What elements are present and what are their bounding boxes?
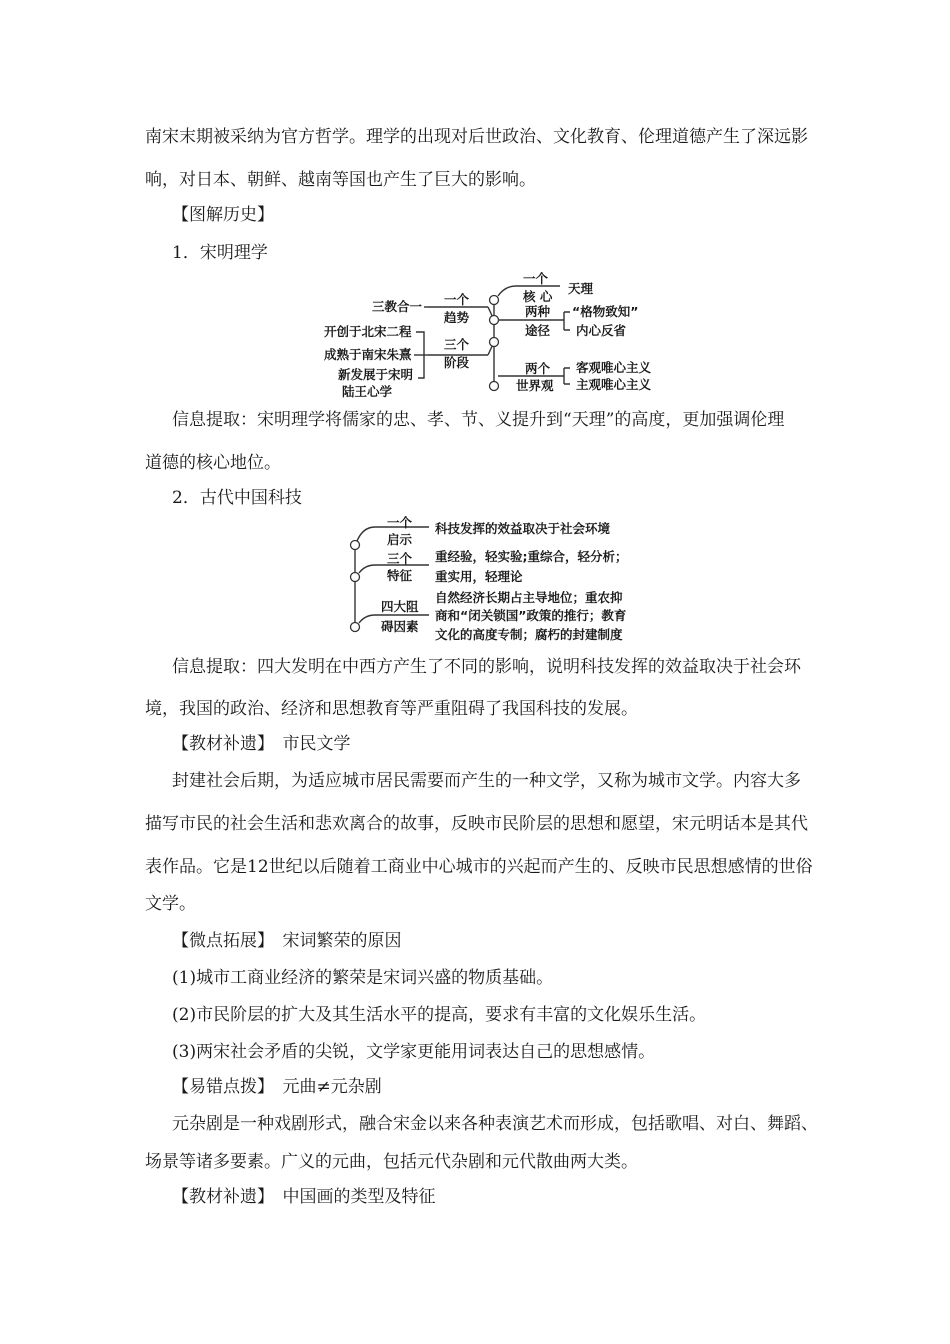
micro-heading: 【微点拓展】 宋词繁荣的原因 xyxy=(172,931,402,951)
d1-r2-leaf1: “格物致知” xyxy=(572,304,639,319)
d1-left-bot1: 新发展于宋明 xyxy=(338,367,414,382)
d1-r1-leaf: 天理 xyxy=(568,281,594,296)
supplement-1-line-1: 封建社会后期，为适应城市居民需要而产生的一种文学，又称为城市文学。内容大多 xyxy=(172,771,801,791)
d1-r1-top: 一个 xyxy=(523,271,549,286)
d2-b1-leaf: 科技发挥的效益取决于社会环境 xyxy=(435,521,611,536)
d2-b1-top: 一个 xyxy=(387,515,413,530)
supplement-2-heading: 【教材补遗】 中国画的类型及特征 xyxy=(172,1187,436,1207)
supplement-1-line-2: 描写市民的社会生活和悲欢离合的故事，反映市民阶层的思想和愿望，宋元明话本是其代 xyxy=(145,814,808,834)
d2-b2-leaf2: 重实用，轻理论 xyxy=(435,569,523,584)
d1-r2-top: 两种 xyxy=(525,304,551,319)
d1-center-top1: 一个 xyxy=(444,292,470,307)
error-line-1: 元杂剧是一种戏剧形式，融合宋金以来各种表演艺术而形成，包括歌唱、对白、舞蹈、 xyxy=(172,1114,818,1134)
d1-r2-bot: 途径 xyxy=(525,323,551,338)
d2-b3-top: 四大阻 xyxy=(381,599,419,614)
song-ming-lixue-diagram xyxy=(320,270,665,400)
micro-point-3: (3)两宋社会矛盾的尖锐，文学家更能用词表达自己的思想感情。 xyxy=(172,1042,656,1062)
intro-line-2: 响，对日本、朝鲜、越南等国也产生了巨大的影响。 xyxy=(145,170,536,190)
item-1-title: 1．宋明理学 xyxy=(172,243,268,263)
d2-b2-leaf1: 重经验，轻实验;重综合，轻分析； xyxy=(435,549,628,564)
d2-b2-top: 三个 xyxy=(387,551,413,566)
d2-b3-leaf3: 文化的高度专制；腐朽的封建制度 xyxy=(435,627,623,642)
d2-b2-bot: 特征 xyxy=(387,568,413,583)
d1-r1-bot: 核 心 xyxy=(523,289,553,304)
d1-r3-leaf2: 主观唯心主义 xyxy=(576,377,652,392)
error-heading: 【易错点拨】 元曲≠元杂剧 xyxy=(172,1077,382,1097)
supplement-1-line-4: 文学。 xyxy=(145,894,196,914)
d2-b1-bot: 启示 xyxy=(387,532,413,547)
tujie-heading: 【图解历史】 xyxy=(172,205,274,225)
intro-line-1: 南宋末期被采纳为官方哲学。理学的出现对后世政治、文化教育、伦理道德产生了深远影 xyxy=(145,127,808,147)
supplement-1-heading: 【教材补遗】 市民文学 xyxy=(172,734,351,754)
d1-r3-leaf1: 客观唯心主义 xyxy=(576,360,652,375)
d1-r2-leaf2: 内心反省 xyxy=(576,323,627,338)
item-2-title: 2．古代中国科技 xyxy=(172,488,302,508)
d1-center-bot2: 阶段 xyxy=(444,355,470,370)
d1-left-bot2: 陆王心学 xyxy=(342,384,393,399)
info-2-line-2: 境，我国的政治、经济和思想教育等严重阻碍了我国科技的发展。 xyxy=(145,699,638,719)
supplement-1-line-3: 表作品。它是12世纪以后随着工商业中心城市的兴起而产生的、反映市民思想感情的世俗 xyxy=(145,857,813,877)
error-line-2: 场景等诸多要素。广义的元曲，包括元代杂剧和元代散曲两大类。 xyxy=(145,1152,638,1172)
d1-left-top: 三教合一 xyxy=(372,299,423,314)
micro-point-2: (2)市民阶层的扩大及其生活水平的提高，要求有丰富的文化娱乐生活。 xyxy=(172,1005,707,1025)
info-2-line-1: 信息提取：四大发明在中西方产生了不同的影响，说明科技发挥的效益取决于社会环 xyxy=(172,657,801,677)
d1-left-mid2: 成熟于南宋朱熹 xyxy=(324,347,412,362)
info-1-line-2: 道德的核心地位。 xyxy=(145,453,281,473)
d1-r3-top: 两个 xyxy=(525,361,551,376)
d2-b3-leaf1: 自然经济长期占主导地位；重农抑 xyxy=(435,590,623,605)
micro-point-1: (1)城市工商业经济的繁荣是宋词兴盛的物质基础。 xyxy=(172,968,554,988)
d2-b3-leaf2: 商和“闭关锁国”政策的推行；教育 xyxy=(435,608,627,623)
d1-left-mid1: 开创于北宋二程 xyxy=(324,324,412,339)
d2-b3-bot: 碍因素 xyxy=(381,619,419,634)
d1-r3-bot: 世界观 xyxy=(516,378,554,393)
d1-center-bot1: 三个 xyxy=(444,337,470,352)
ancient-science-diagram xyxy=(345,515,645,645)
info-1-line-1: 信息提取：宋明理学将儒家的忠、孝、节、义提升到“天理”的高度，更加强调伦理 xyxy=(172,410,785,430)
d1-center-top2: 趋势 xyxy=(444,310,470,325)
